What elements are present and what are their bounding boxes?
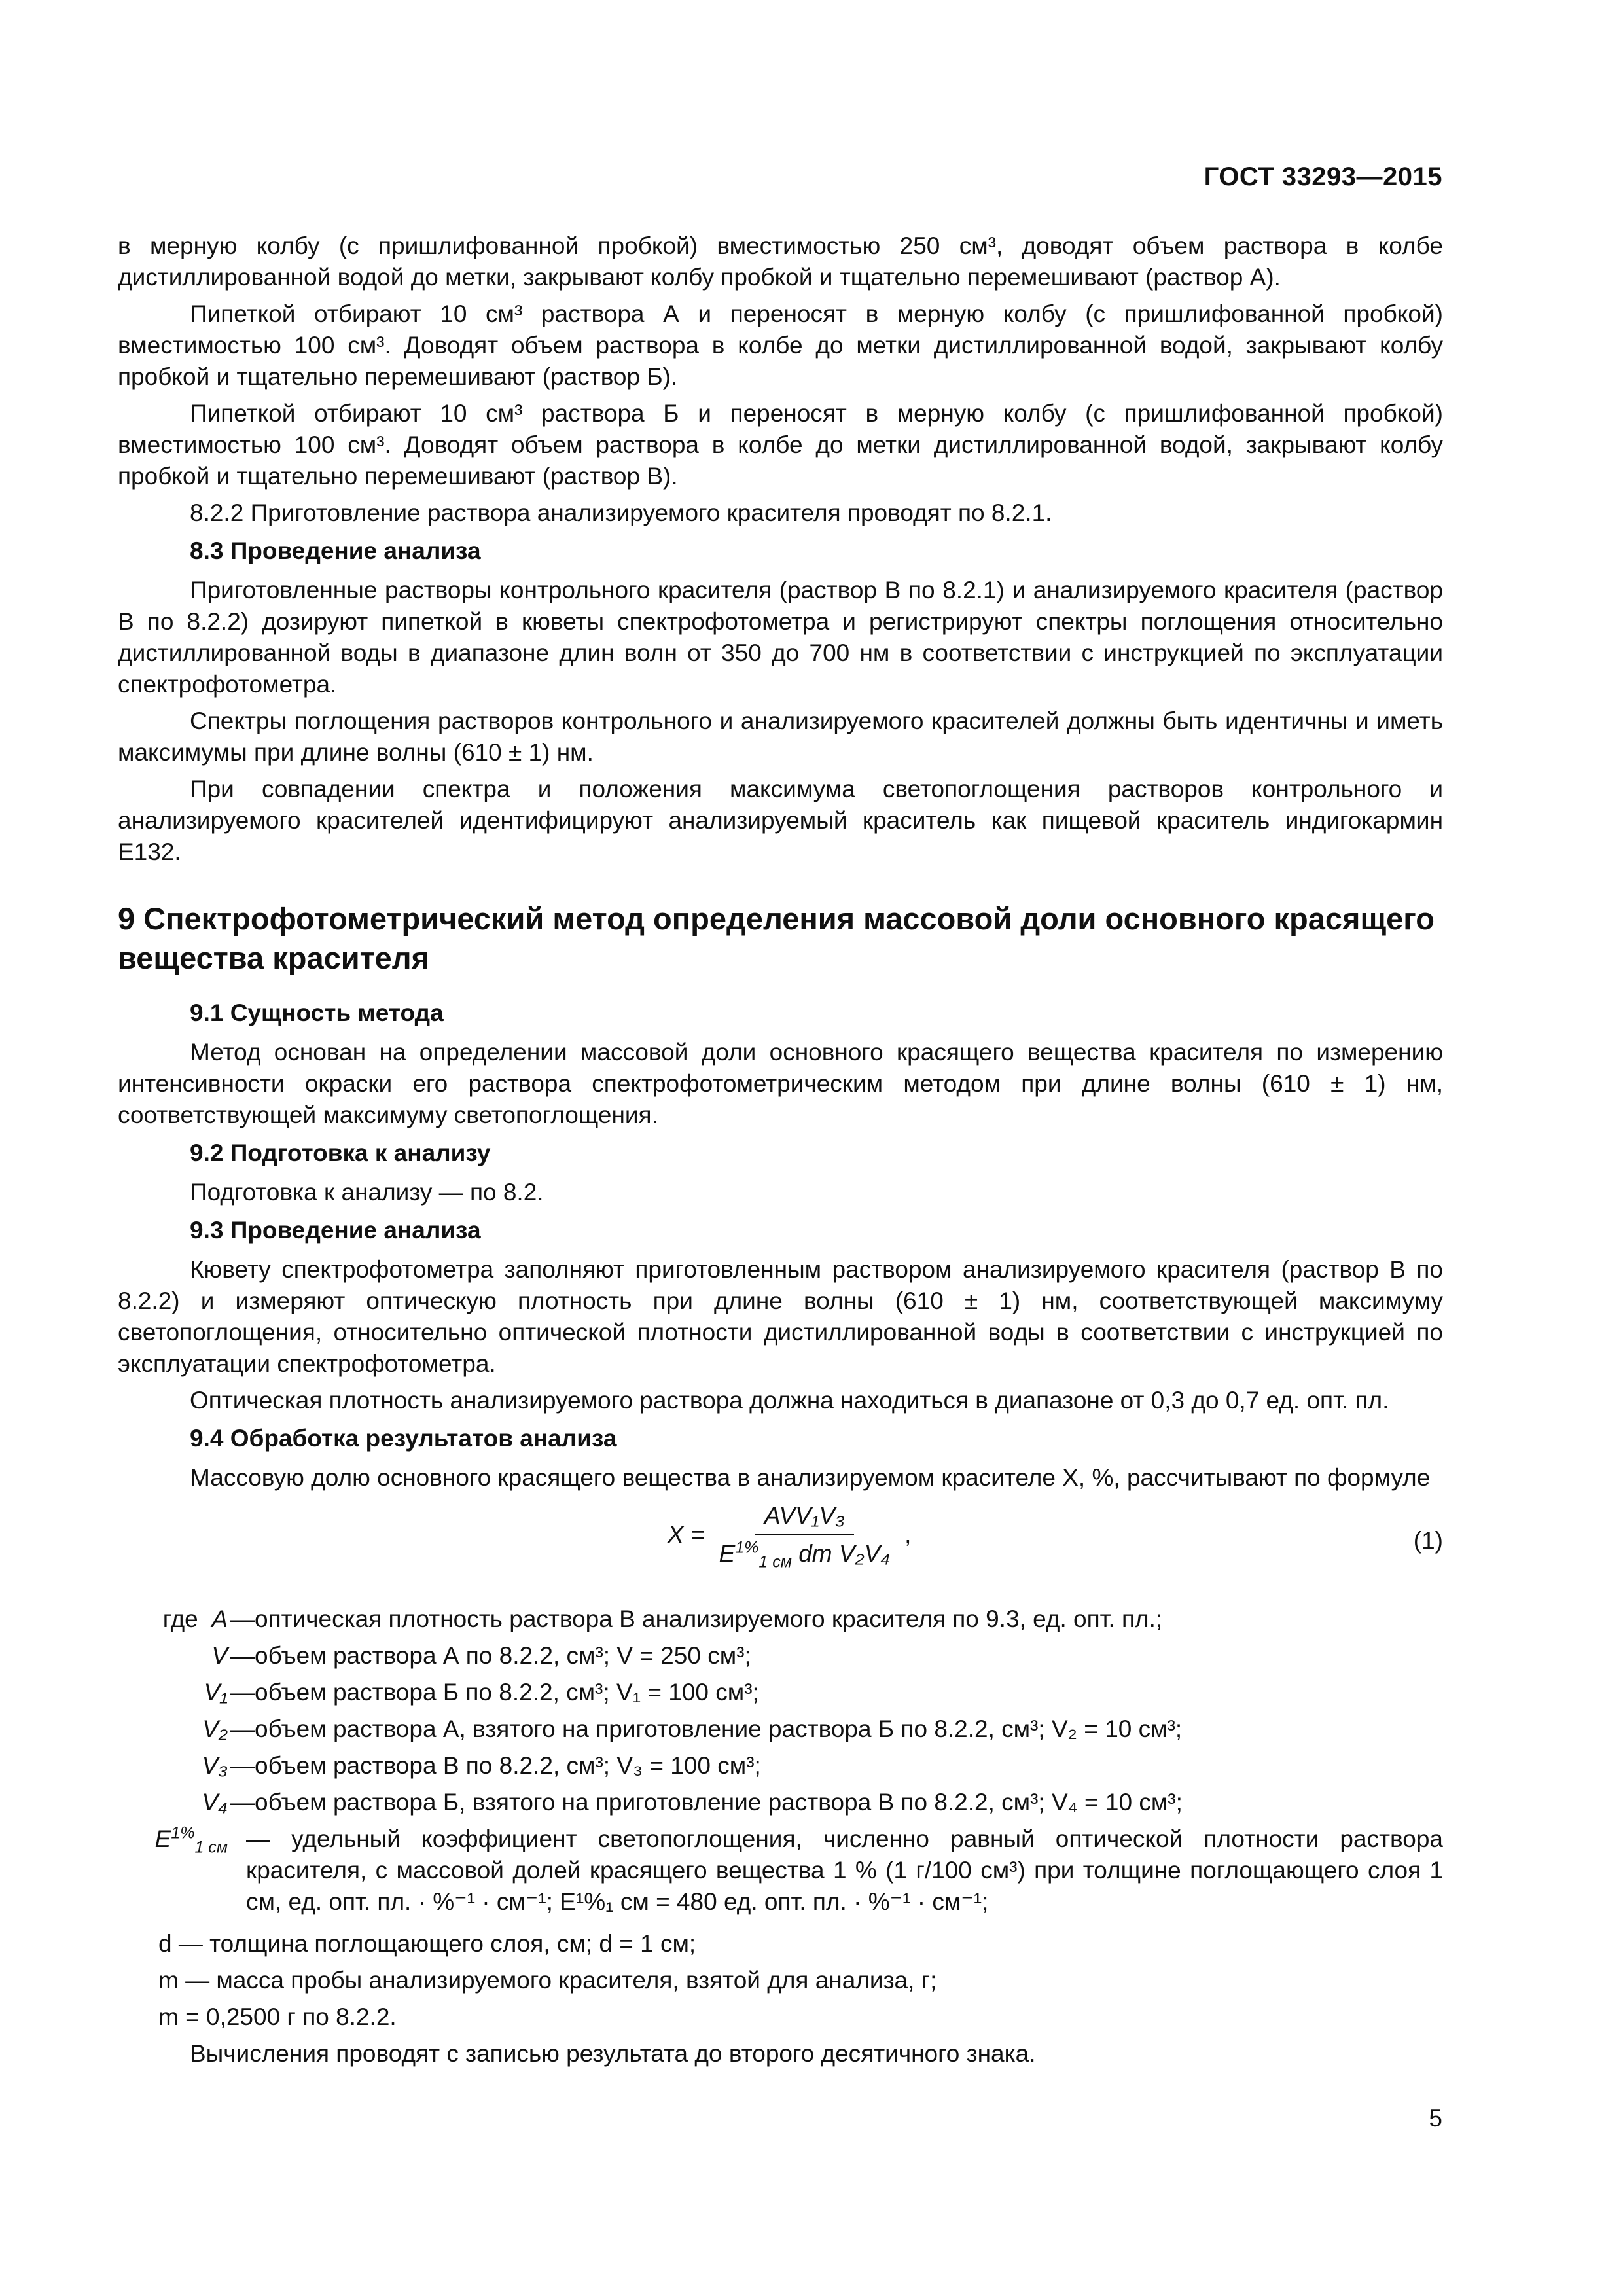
legend-row-d	[118, 1928, 1443, 1960]
document-header: ГОСТ 33293—2015	[1204, 162, 1442, 191]
section-heading-8-3: 8.3 Проведение анализа	[190, 537, 481, 564]
legend-symbol	[118, 1604, 230, 1635]
paragraph: Пипеткой отбирают 10 см³ раствора А и переносят в мерную колбу (с пришлифованной пробкой) вместимостью 100 см³. Доводят объем раствора в колбе до метки дистиллированной водой, закрывают колбу пробкой и тщательно перемешивают (раствор Б).	[118, 300, 1443, 390]
legend-row-m	[118, 1965, 1443, 1996]
paragraph: Метод основан на определении массовой доли основного красящего вещества красителя по измерению интенсивности окраски его раствора спектрофотометрическим методом при длине волны (610 ± 1) нм, соответствующей максимуму светопоглощения.	[118, 1039, 1443, 1128]
formula-legend	[118, 1604, 1443, 2033]
legend-text: —объем раствора Б, взятого на приготовление раствора В по 8.2.2, см³; V₄ = 10 см³;	[230, 1789, 1183, 1816]
document-body	[118, 230, 1443, 2075]
legend-symbol: V₂	[202, 1715, 228, 1742]
paragraph: в мерную колбу (с пришлифованной пробкой) вместимостью 250 см³, доводят объем раствора в колбе дистиллированной водой до метки, закрывают колбу пробкой и тщательно перемешивают (раствор А).	[118, 232, 1443, 291]
formula-1	[118, 1500, 1443, 1584]
paragraph: Пипеткой отбирают 10 см³ раствора Б и переносят в мерную колбу (с пришлифованной пробкой) вместимостью 100 см³. Доводят объем раствора в колбе до метки дистиллированной водой, закрывают колбу пробкой и тщательно перемешивают (раствор В).	[118, 400, 1443, 490]
legend-row-v1	[118, 1677, 1443, 1708]
legend-row-v3	[118, 1750, 1443, 1782]
legend-text: —объем раствора Б по 8.2.2, см³; V₁ = 100 см³;	[230, 1679, 759, 1706]
formula-e-sub: 1 см	[758, 1552, 792, 1571]
legend-row-v4	[118, 1787, 1443, 1818]
legend-where: где	[162, 1605, 198, 1632]
paragraph: Оптическая плотность анализируемого раствора должна находиться в диапазоне от 0,3 до 0,7 ед. опт. пл.	[190, 1387, 1389, 1414]
legend-text: d — толщина поглощающего слоя, см; d = 1 см;	[158, 1930, 696, 1957]
legend-symbol: V₄	[202, 1789, 228, 1816]
legend-text: —оптическая плотность раствора В анализируемого красителя по 9.3, ед. опт. пл.;	[230, 1605, 1163, 1632]
paragraph: Массовую долю основного красящего вещества в анализируемом красителе X, %, рассчитывают по формуле	[190, 1464, 1431, 1491]
legend-text: m = 0,2500 г по 8.2.2.	[158, 2003, 397, 2030]
legend-row-m-value	[118, 2001, 1443, 2033]
paragraph: Приготовленные растворы контрольного красителя (раствор В по 8.2.1) и анализируемого красителя (раствор В по 8.2.2) дозируют пипеткой в кюветы спектрофотометра и регистрируют спектры поглощения относительно дистиллированной воды в диапазоне длин волн от 350 до 700 нм в соответствии с инструкцией по эксплуатации спектрофотометра.	[118, 577, 1443, 698]
legend-row-e	[118, 1823, 1443, 1918]
legend-row-v	[118, 1640, 1443, 1672]
legend-symbol: V	[211, 1642, 228, 1669]
legend-symbol-a: A	[211, 1605, 228, 1632]
legend-text: —объем раствора В по 8.2.2, см³; V₃ = 100 см³;	[230, 1752, 761, 1779]
legend-e-sub: 1 см	[194, 1838, 228, 1857]
formula-fraction	[710, 1500, 900, 1570]
section-heading-9-4: 9.4 Обработка результатов анализа	[190, 1425, 617, 1452]
paragraph: Подготовка к анализу — по 8.2.	[190, 1179, 544, 1206]
legend-text: —объем раствора А, взятого на приготовление раствора Б по 8.2.2, см³; V₂ = 10 см³;	[230, 1715, 1183, 1742]
legend-symbol: V₁	[204, 1679, 228, 1706]
formula-expression	[668, 1500, 911, 1570]
legend-text: — удельный коэффициент светопоглощения, численно равный оптической плотности раствора красителя, с массовой долей красящего вещества 1 % (1 г/100 см³) при толщине поглощающего слоя 1 см, ед. опт. пл. · %⁻¹ · см⁻¹; E¹%₁ см = 480 ед. опт. пл. · %⁻¹ · см⁻¹;	[246, 1825, 1443, 1915]
paragraph: Спектры поглощения растворов контрольного и анализируемого красителей должны быть идентичны и иметь максимумы при длине волны (610 ± 1) нм.	[118, 708, 1443, 766]
formula-e-sup: 1%	[735, 1538, 759, 1557]
section-heading-9: 9 Спектрофотометрический метод определения массовой доли основного красящего вещества красителя	[118, 901, 1435, 975]
legend-text: m — масса пробы анализируемого красителя, взятой для анализа, г;	[158, 1967, 937, 1994]
formula-denominator	[710, 1535, 900, 1570]
paragraph: Вычисления проводят с записью результата до второго десятичного знака.	[190, 2040, 1036, 2067]
legend-symbol	[118, 1823, 230, 1855]
formula-den-rest: dm V₂V₄	[798, 1540, 891, 1567]
formula-numerator: AVV₁V₃	[755, 1500, 854, 1535]
legend-e-sup: 1%	[171, 1823, 195, 1842]
paragraph: При совпадении спектра и положения максимума светопоглощения растворов контрольного и анализируемого красителей идентифицируют анализируемый краситель как пищевой краситель индигокармин Е132.	[118, 776, 1443, 865]
legend-symbol: V₃	[202, 1752, 228, 1779]
formula-e-symbol: E	[719, 1540, 736, 1567]
equation-number: (1)	[1413, 1527, 1443, 1554]
legend-text: —объем раствора А по 8.2.2, см³; V = 250 см³;	[230, 1642, 751, 1669]
section-heading-9-3: 9.3 Проведение анализа	[190, 1217, 481, 1244]
legend-row-a	[118, 1604, 1443, 1635]
section-heading-9-1: 9.1 Сущность метода	[190, 999, 444, 1026]
section-heading-9-2: 9.2 Подготовка к анализу	[190, 1139, 491, 1166]
legend-e-symbol: E	[154, 1825, 171, 1852]
legend-row-v2	[118, 1713, 1443, 1745]
page-number: 5	[1429, 2105, 1442, 2132]
paragraph: 8.2.2 Приготовление раствора анализируемого красителя проводят по 8.2.1.	[190, 499, 1052, 526]
formula-comma: ,	[904, 1521, 912, 1548]
formula-lhs: X =	[668, 1521, 705, 1548]
paragraph: Кювету спектрофотометра заполняют приготовленным раствором анализируемого красителя (раствор В по 8.2.2) и измеряют оптическую плотность при длине волны (610 ± 1) нм, соответствующей максимуму светопоглощения, относительно оптической плотности дистиллированной воды в соответствии с инструкцией по эксплуатации спектрофотометра.	[118, 1256, 1443, 1377]
